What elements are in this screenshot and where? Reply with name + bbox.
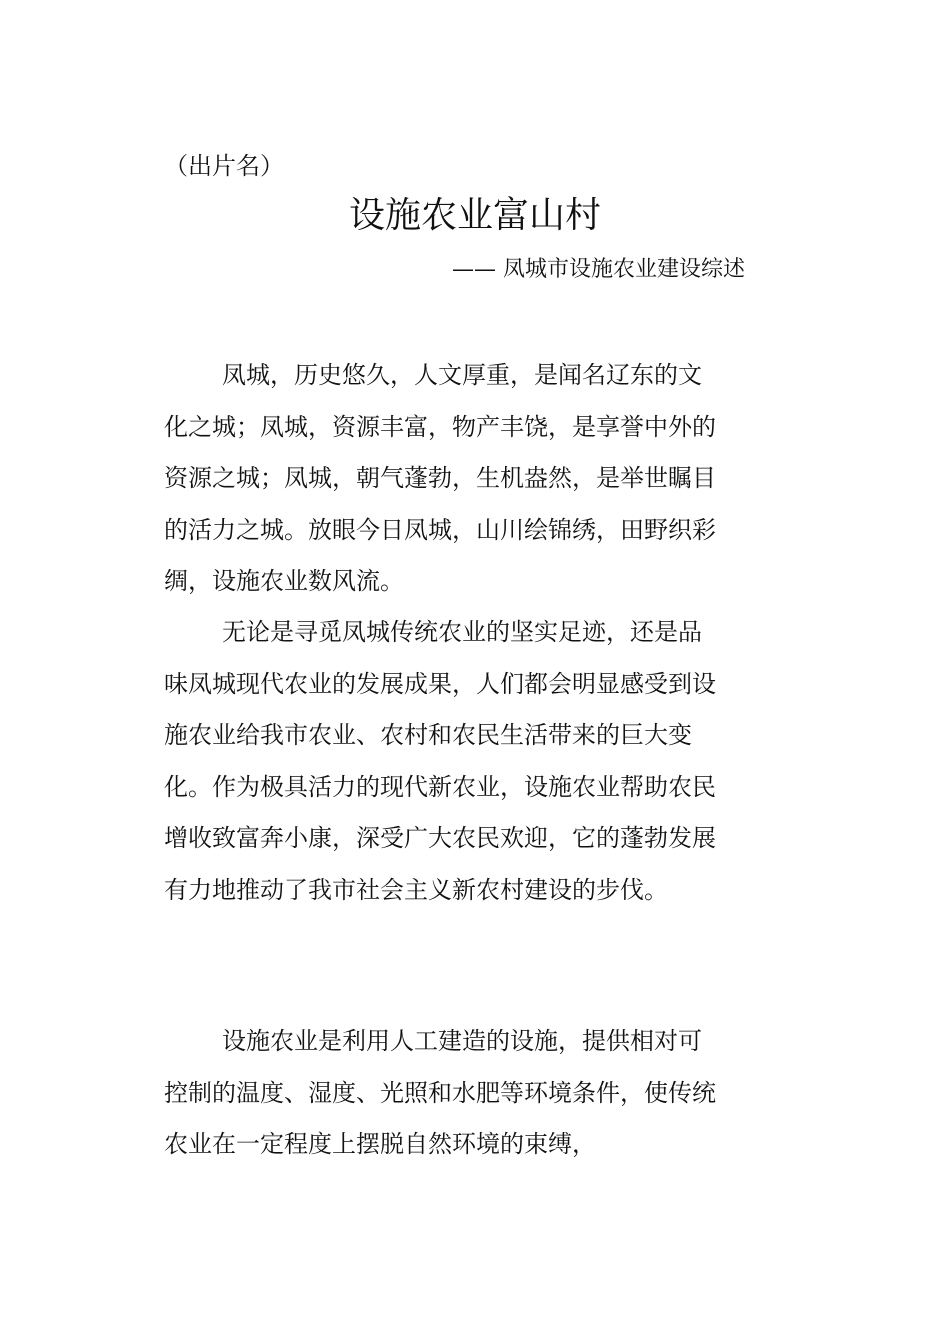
body-paragraph-3: 设施农业是利用人工建造的设施，提供相对可控制的温度、湿度、光照和水肥等环境条件，使传统农业在一定程度上摆脱自然环境的束缚， [164,1027,716,1158]
page-title: 设施农业富山村 [348,195,601,236]
page-subtitle: —— 凤城市设施农业建设综述 [452,257,745,282]
body-paragraph-2: 无论是寻觅凤城传统农业的坚实足迹，还是品味凤城现代农业的发展成果，人们都会明显感受到设施农业给我市农业、农村和农民生活带来的巨大变化。作为极具活力的现代新农业，设施农业帮助农民增收致富奔小康，深受广大农民欢迎，它的蓬勃发展有力地推动了我市社会主义新农村建设的步伐。 [164,618,716,904]
body-paragraph-1: 凤城，历史悠久，人文厚重，是闻名辽东的文化之城；凤城，资源丰富，物产丰饶，是享誉中外的资源之城；凤城，朝气蓬勃，生机盎然，是举世瞩目的活力之城。放眼今日凤城，山川绘锦绣，田野织彩绸，设施农业数风流。 [164,361,716,595]
film-label: （出片名） [164,152,284,180]
